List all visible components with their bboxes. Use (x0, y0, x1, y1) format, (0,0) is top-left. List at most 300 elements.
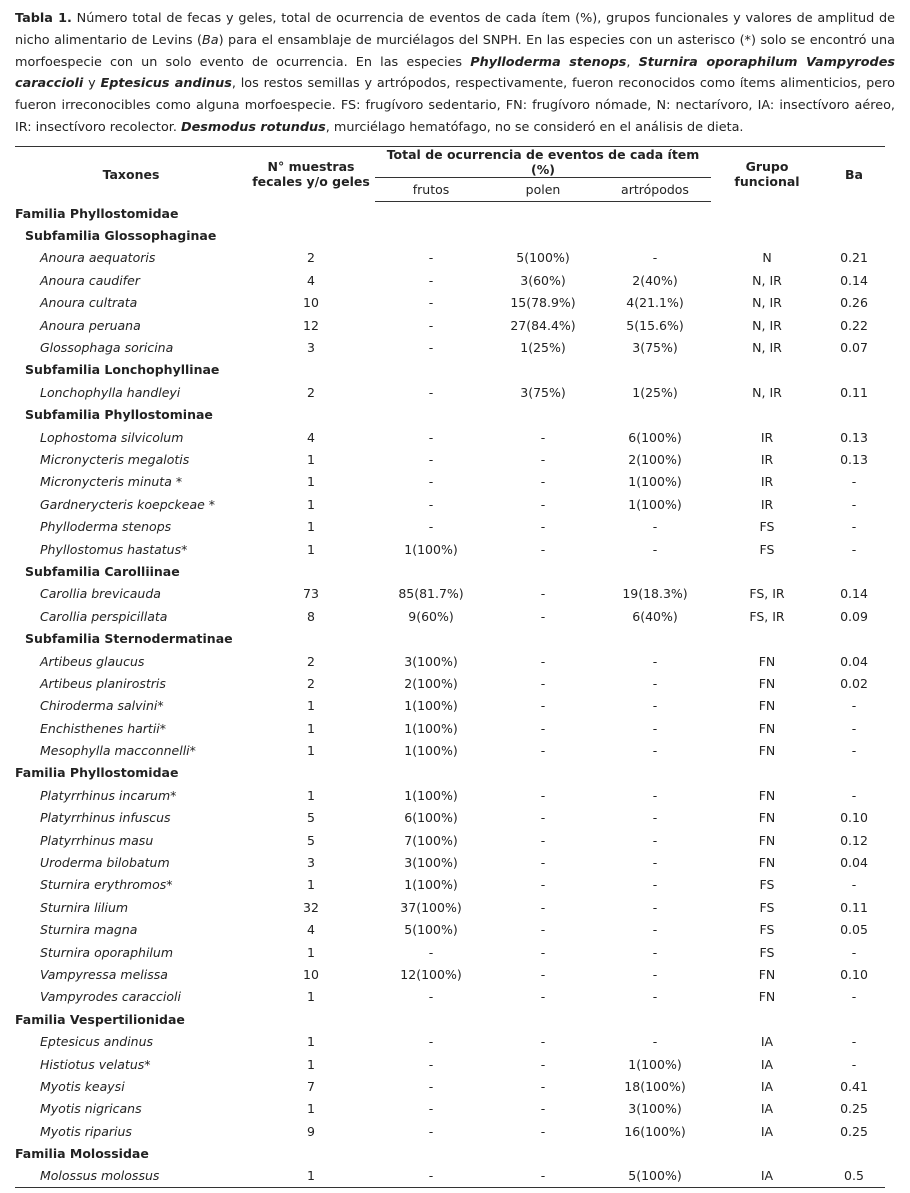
frutos-cell: 9(60%) (408, 608, 454, 624)
taxon-name: Familia Phyllostomidae (15, 205, 179, 221)
grupo-cell: N, IR (752, 384, 782, 400)
polen-cell: - (540, 608, 546, 624)
grupo-cell: IR (760, 496, 774, 512)
polen-cell: 3(60%) (520, 272, 566, 288)
ba-cell: 0.41 (840, 1078, 868, 1094)
polen-cell: - (540, 541, 546, 557)
artropodos-cell: 1(100%) (628, 496, 682, 512)
taxon-name: Familia Phyllostomidae (15, 765, 179, 781)
ba-cell: 0.25 (840, 1123, 868, 1139)
muestras-cell: 1 (307, 1101, 315, 1117)
taxon-name: Phylloderma stenops (40, 519, 172, 535)
header-taxones: Taxones (15, 147, 247, 202)
polen-cell: - (540, 944, 546, 960)
taxon-name: Lonchophylla handleyi (40, 384, 181, 400)
ba-cell: 0.09 (840, 608, 868, 624)
grupo-cell: IR (760, 451, 774, 467)
frutos-cell: 1(100%) (404, 698, 458, 714)
taxon-name: Phyllostomus hastatus* (40, 541, 188, 557)
frutos-cell: 85(81.7%) (398, 586, 464, 602)
ba-cell: 0.10 (840, 966, 868, 982)
muestras-cell: 12 (303, 317, 319, 333)
polen-cell: 27(84.4%) (510, 317, 576, 333)
grupo-cell: FS (759, 519, 775, 535)
frutos-cell: 1(100%) (404, 877, 458, 893)
frutos-cell: 3(100%) (404, 653, 458, 669)
ba-cell: - (851, 989, 857, 1005)
polen-cell: - (487, 1165, 599, 1188)
species-row (15, 448, 885, 470)
ba-cell: - (851, 474, 857, 490)
artropodos-cell: - (652, 832, 658, 848)
caption-species-3: Eptesicus andinus (100, 76, 232, 92)
ba-cell: 0.11 (840, 384, 868, 400)
species-row (15, 314, 885, 336)
artropodos-cell: - (652, 899, 658, 915)
polen-cell: - (540, 1101, 546, 1117)
frutos-cell: - (428, 295, 434, 311)
polen-cell: - (540, 474, 546, 490)
species-row (15, 650, 885, 672)
polen-cell: - (540, 855, 546, 871)
taxon-name: Anoura peruana (40, 317, 141, 333)
ba-cell: 0.04 (840, 855, 868, 871)
artropodos-cell: - (652, 698, 658, 714)
muestras-cell: 7 (307, 1078, 315, 1094)
table-header (15, 147, 885, 202)
caption-text-3: , los restos semillas y artrópodos, respectivamente, fueron reconocidos como ítems alimenticios, pero fueron irreconocibles como alguna morfoespecie. FS: frugívoro sedentario, FN: frugívoro nómade, N: nectarívoro, IA: insectívoro aéreo, IR: insectívoro recolector. (15, 76, 895, 135)
grupo-cell: FN (758, 743, 776, 759)
species-row (15, 538, 885, 560)
taxon-name: Vampyrodes caraccioli (40, 989, 181, 1005)
ba-cell: 0.25 (840, 1101, 868, 1117)
taxon-name: Carollia perspicillata (40, 608, 168, 624)
taxon-name: Mesophylla macconnelli* (40, 743, 196, 759)
caption-species-4: Desmodus rotundus (181, 119, 326, 135)
taxon-name: Artibeus planirostris (40, 675, 166, 691)
muestras-cell: 1 (307, 496, 315, 512)
grupo-cell: FN (758, 653, 776, 669)
frutos-cell: - (428, 1034, 434, 1050)
muestras-cell: 10 (303, 295, 319, 311)
grupo-cell: N, IR (752, 317, 782, 333)
muestras-cell: 1 (307, 877, 315, 893)
species-row (15, 515, 885, 537)
frutos-cell: - (428, 496, 434, 512)
muestras-cell: 1 (307, 787, 315, 803)
species-row (15, 672, 885, 694)
ba-cell: - (851, 787, 857, 803)
artropodos-cell: 6(100%) (628, 429, 682, 445)
species-row (15, 919, 885, 941)
species-row (15, 1030, 885, 1052)
subfamily-row (15, 224, 885, 246)
polen-cell: - (540, 720, 546, 736)
frutos-cell: 6(100%) (404, 810, 458, 826)
grupo-cell: N, IR (752, 295, 782, 311)
artropodos-cell: - (652, 720, 658, 736)
muestras-cell: 1 (247, 1165, 375, 1188)
species-row (15, 1075, 885, 1097)
muestras-cell: 2 (307, 384, 315, 400)
frutos-cell: 5(100%) (404, 922, 458, 938)
ba-cell: 0.21 (840, 250, 868, 266)
ba-cell: 0.07 (840, 340, 868, 356)
grupo-cell: FS (759, 899, 775, 915)
polen-cell: - (540, 698, 546, 714)
ba-cell: 0.02 (840, 675, 868, 691)
taxon-name: Subfamilia Lonchophyllinae (25, 362, 220, 378)
grupo-cell: FN (758, 989, 776, 1005)
frutos-cell: 7(100%) (404, 832, 458, 848)
artropodos-cell: - (652, 989, 658, 1005)
species-row (15, 896, 885, 918)
ba-cell: 0.26 (840, 295, 868, 311)
polen-cell: - (540, 832, 546, 848)
grupo-cell: FN (758, 698, 776, 714)
artropodos-cell: - (652, 877, 658, 893)
artropodos-cell: 19(18.3%) (622, 586, 688, 602)
species-row (15, 493, 885, 515)
species-row (15, 292, 885, 314)
species-row (15, 986, 885, 1008)
polen-cell: - (540, 922, 546, 938)
grupo-cell: IR (760, 429, 774, 445)
taxon-name: Enchisthenes hartii* (40, 720, 167, 736)
artropodos-cell: 3(75%) (632, 340, 678, 356)
species-row (15, 829, 885, 851)
header-grupo: Grupo funcional (711, 147, 823, 202)
polen-cell: - (540, 966, 546, 982)
species-row (15, 874, 885, 896)
header-ocurrencia: Total de ocurrencia de eventos de cada ítem (%) (375, 147, 711, 178)
header-polen: polen (487, 178, 599, 202)
taxon-name: Vampyressa melissa (40, 966, 168, 982)
taxon-name: Familia Molossidae (15, 1146, 149, 1162)
species-row (15, 941, 885, 963)
grupo-cell: FS (759, 922, 775, 938)
subfamily-row (15, 627, 885, 649)
frutos-cell: - (428, 250, 434, 266)
frutos-cell: - (428, 340, 434, 356)
ba-cell: 0.14 (840, 586, 868, 602)
muestras-cell: 10 (303, 966, 319, 982)
ba-cell: 0.5 (823, 1165, 885, 1188)
grupo-cell: FN (758, 855, 776, 871)
frutos-cell: - (428, 1123, 434, 1139)
ba-cell: 0.10 (840, 810, 868, 826)
ba-cell: 0.11 (840, 899, 868, 915)
polen-cell: 5(100%) (516, 250, 570, 266)
taxon-name: Uroderma bilobatum (40, 855, 170, 871)
muestras-cell: 8 (307, 608, 315, 624)
grupo-cell: FS, IR (749, 608, 785, 624)
muestras-cell: 32 (303, 899, 319, 915)
muestras-cell: 4 (307, 272, 315, 288)
ba-cell: - (851, 720, 857, 736)
taxon-name: Platyrrhinus masu (40, 832, 154, 848)
polen-cell: - (540, 429, 546, 445)
frutos-cell: - (375, 1165, 487, 1188)
artropodos-cell: 5(15.6%) (626, 317, 684, 333)
frutos-cell: - (428, 944, 434, 960)
muestras-cell: 1 (307, 519, 315, 535)
caption-sep-2: y (83, 76, 101, 92)
family-row (15, 762, 885, 784)
species-row (15, 717, 885, 739)
ba-cell: 0.14 (840, 272, 868, 288)
frutos-cell: 1(100%) (404, 787, 458, 803)
species-row (15, 1053, 885, 1075)
polen-cell: - (540, 989, 546, 1005)
polen-cell: - (540, 519, 546, 535)
polen-cell: - (540, 496, 546, 512)
frutos-cell: - (428, 429, 434, 445)
artropodos-cell: - (652, 922, 658, 938)
frutos-cell: 1(100%) (404, 541, 458, 557)
muestras-cell: 3 (307, 855, 315, 871)
muestras-cell: 4 (307, 922, 315, 938)
grupo-cell: IA (760, 1034, 774, 1050)
taxon-name: Sturnira lilium (40, 899, 129, 915)
caption-species-2: Sturnira oporaphilum Vampyrodes caraccioli (15, 54, 895, 92)
header-muestras: N° muestras fecales y/o geles (247, 147, 375, 202)
muestras-cell: 1 (307, 989, 315, 1005)
ba-cell: 0.04 (840, 653, 868, 669)
taxon-name: Eptesicus andinus (40, 1034, 154, 1050)
polen-cell: - (540, 653, 546, 669)
ba-cell: 0.12 (840, 832, 868, 848)
grupo-cell: FN (758, 966, 776, 982)
muestras-cell: 1 (307, 698, 315, 714)
artropodos-cell: 3(100%) (628, 1101, 682, 1117)
taxon-name: Platyrrhinus infuscus (40, 810, 171, 826)
taxon-name: Micronycteris megalotis (40, 451, 190, 467)
artropodos-cell: - (652, 944, 658, 960)
artropodos-cell: - (652, 250, 658, 266)
ba-cell: 0.05 (840, 922, 868, 938)
frutos-cell: - (428, 451, 434, 467)
polen-cell: - (540, 787, 546, 803)
muestras-cell: 1 (307, 541, 315, 557)
artropodos-cell: - (652, 1034, 658, 1050)
muestras-cell: 2 (307, 653, 315, 669)
muestras-cell: 1 (307, 743, 315, 759)
artropodos-cell: - (652, 855, 658, 871)
muestras-cell: 1 (307, 720, 315, 736)
muestras-cell: 1 (307, 451, 315, 467)
taxon-name: Myotis nigricans (40, 1101, 142, 1117)
polen-cell: - (540, 586, 546, 602)
taxon-name: Sturnira magna (40, 922, 138, 938)
polen-cell: 1(25%) (520, 340, 566, 356)
frutos-cell: 1(100%) (404, 720, 458, 736)
muestras-cell: 5 (307, 832, 315, 848)
taxon-name: Myotis riparius (40, 1123, 132, 1139)
grupo-cell: FN (758, 810, 776, 826)
taxon-name: Gardnerycteris koepckeae * (40, 496, 216, 512)
species-row (15, 381, 885, 403)
artropodos-cell: 2(100%) (628, 451, 682, 467)
grupo-cell: FS (759, 877, 775, 893)
muestras-cell: 9 (307, 1123, 315, 1139)
caption-text-2: ) para el ensamblaje de murciélagos del SNPH. En las especies con un asterisco (*) solo se encontró una morfoespecie con un solo evento de ocurrencia. En las especies (15, 32, 895, 70)
diet-table (15, 146, 885, 1188)
polen-cell: - (540, 675, 546, 691)
artropodos-cell: - (652, 519, 658, 535)
family-row (15, 1142, 885, 1164)
species-row (15, 807, 885, 829)
table-caption (15, 8, 895, 138)
caption-label: Tabla 1. (15, 11, 72, 26)
polen-cell: - (540, 1056, 546, 1072)
subfamily-row (15, 404, 885, 426)
polen-cell: - (540, 1034, 546, 1050)
caption-species-1: Phylloderma stenops (470, 54, 627, 70)
frutos-cell: - (428, 384, 434, 400)
ba-cell: 0.22 (840, 317, 868, 333)
muestras-cell: 1 (307, 474, 315, 490)
grupo-cell: N, IR (752, 272, 782, 288)
taxon-name: Subfamilia Sternodermatinae (25, 631, 233, 647)
taxon-name: Platyrrhinus incarum* (40, 787, 177, 803)
species-row (15, 851, 885, 873)
caption-ba: Ba (202, 32, 219, 48)
taxon-name: Anoura cultrata (40, 295, 138, 311)
family-row (15, 1008, 885, 1030)
grupo-cell: IA (760, 1078, 774, 1094)
frutos-cell: 37(100%) (400, 899, 462, 915)
taxon-name: Subfamilia Glossophaginae (25, 228, 217, 244)
artropodos-cell: 2(40%) (632, 272, 678, 288)
subfamily-row (15, 359, 885, 381)
ba-cell: - (851, 877, 857, 893)
grupo-cell: N, IR (752, 340, 782, 356)
grupo-cell: FS, IR (749, 586, 785, 602)
taxon-name: Histiotus velatus* (40, 1056, 151, 1072)
polen-cell: - (540, 1123, 546, 1139)
frutos-cell: - (428, 1078, 434, 1094)
frutos-cell: - (428, 317, 434, 333)
artropodos-cell: - (652, 966, 658, 982)
grupo-cell: FN (758, 787, 776, 803)
grupo-cell: FN (758, 720, 776, 736)
family-row (15, 202, 885, 225)
grupo-cell: IR (760, 474, 774, 490)
artropodos-cell: 1(100%) (628, 474, 682, 490)
header-artropodos: artrópodos (599, 178, 711, 202)
grupo-cell: IA (760, 1123, 774, 1139)
ba-cell: - (851, 1056, 857, 1072)
polen-cell: - (540, 743, 546, 759)
ba-cell: 0.13 (840, 429, 868, 445)
ba-cell: 0.13 (840, 451, 868, 467)
ba-cell: - (851, 496, 857, 512)
muestras-cell: 5 (307, 810, 315, 826)
artropodos-cell: 18(100%) (624, 1078, 686, 1094)
taxon-name: Subfamilia Phyllostominae (25, 407, 213, 423)
species-row (15, 1098, 885, 1120)
artropodos-cell: 1(100%) (628, 1056, 682, 1072)
ba-cell: - (851, 944, 857, 960)
ba-cell: - (851, 698, 857, 714)
species-row (15, 247, 885, 269)
muestras-cell: 3 (307, 340, 315, 356)
frutos-cell: - (428, 519, 434, 535)
grupo-cell: IA (760, 1101, 774, 1117)
header-frutos: frutos (375, 178, 487, 202)
taxon-name: Micronycteris minuta * (40, 474, 183, 490)
grupo-cell: FS (759, 944, 775, 960)
artropodos-cell: 4(21.1%) (626, 295, 684, 311)
grupo-cell: FN (758, 832, 776, 848)
frutos-cell: - (428, 1101, 434, 1117)
species-row (15, 739, 885, 761)
frutos-cell: 2(100%) (404, 675, 458, 691)
muestras-cell: 2 (307, 675, 315, 691)
polen-cell: - (540, 810, 546, 826)
artropodos-cell: - (652, 810, 658, 826)
muestras-cell: 73 (303, 586, 319, 602)
artropodos-cell: 16(100%) (624, 1123, 686, 1139)
polen-cell: - (540, 1078, 546, 1094)
artropodos-cell: - (652, 743, 658, 759)
artropodos-cell: 1(25%) (632, 384, 678, 400)
species-row (15, 963, 885, 985)
taxon-name: Glossophaga soricina (40, 340, 174, 356)
species-row (15, 336, 885, 358)
taxon-name: Carollia brevicauda (40, 586, 161, 602)
polen-cell: - (540, 899, 546, 915)
frutos-cell: - (428, 474, 434, 490)
grupo-cell: IA (760, 1056, 774, 1072)
species-row (15, 583, 885, 605)
ba-cell: - (851, 541, 857, 557)
species-row (15, 695, 885, 717)
taxon-name: Lophostoma silvicolum (40, 429, 184, 445)
species-row (15, 269, 885, 291)
artropodos-cell: - (652, 541, 658, 557)
polen-cell: 15(78.9%) (510, 295, 576, 311)
species-row (15, 1120, 885, 1142)
muestras-cell: 1 (307, 1034, 315, 1050)
frutos-cell: - (428, 1056, 434, 1072)
artropodos-cell: 6(40%) (632, 608, 678, 624)
species-row (15, 784, 885, 806)
frutos-cell: 3(100%) (404, 855, 458, 871)
grupo-cell: N (762, 250, 772, 266)
muestras-cell: 1 (307, 1056, 315, 1072)
taxon-name: Myotis keaysi (40, 1078, 125, 1094)
muestras-cell: 4 (307, 429, 315, 445)
artropodos-cell: 5(100%) (599, 1165, 711, 1188)
caption-text-1: Número total de fecas y geles, total de ocurrencia de eventos de cada ítem (%), grupos funcionales y valores de amplitud de nicho alimentario de Levins ( (15, 11, 896, 48)
grupo-cell: FS (759, 541, 775, 557)
ba-cell: - (851, 1034, 857, 1050)
taxon-name: Familia Vespertilionidae (15, 1011, 185, 1027)
frutos-cell: 1(100%) (404, 743, 458, 759)
species-row (15, 471, 885, 493)
grupo-cell: FN (758, 675, 776, 691)
taxon-name: Sturnira oporaphilum (40, 944, 173, 960)
table-body (15, 202, 885, 1188)
muestras-cell: 2 (307, 250, 315, 266)
ba-cell: - (851, 743, 857, 759)
caption-sep-1: , (626, 54, 639, 70)
taxon-name: Artibeus glaucus (40, 653, 145, 669)
ba-cell: - (851, 519, 857, 535)
frutos-cell: - (428, 989, 434, 1005)
